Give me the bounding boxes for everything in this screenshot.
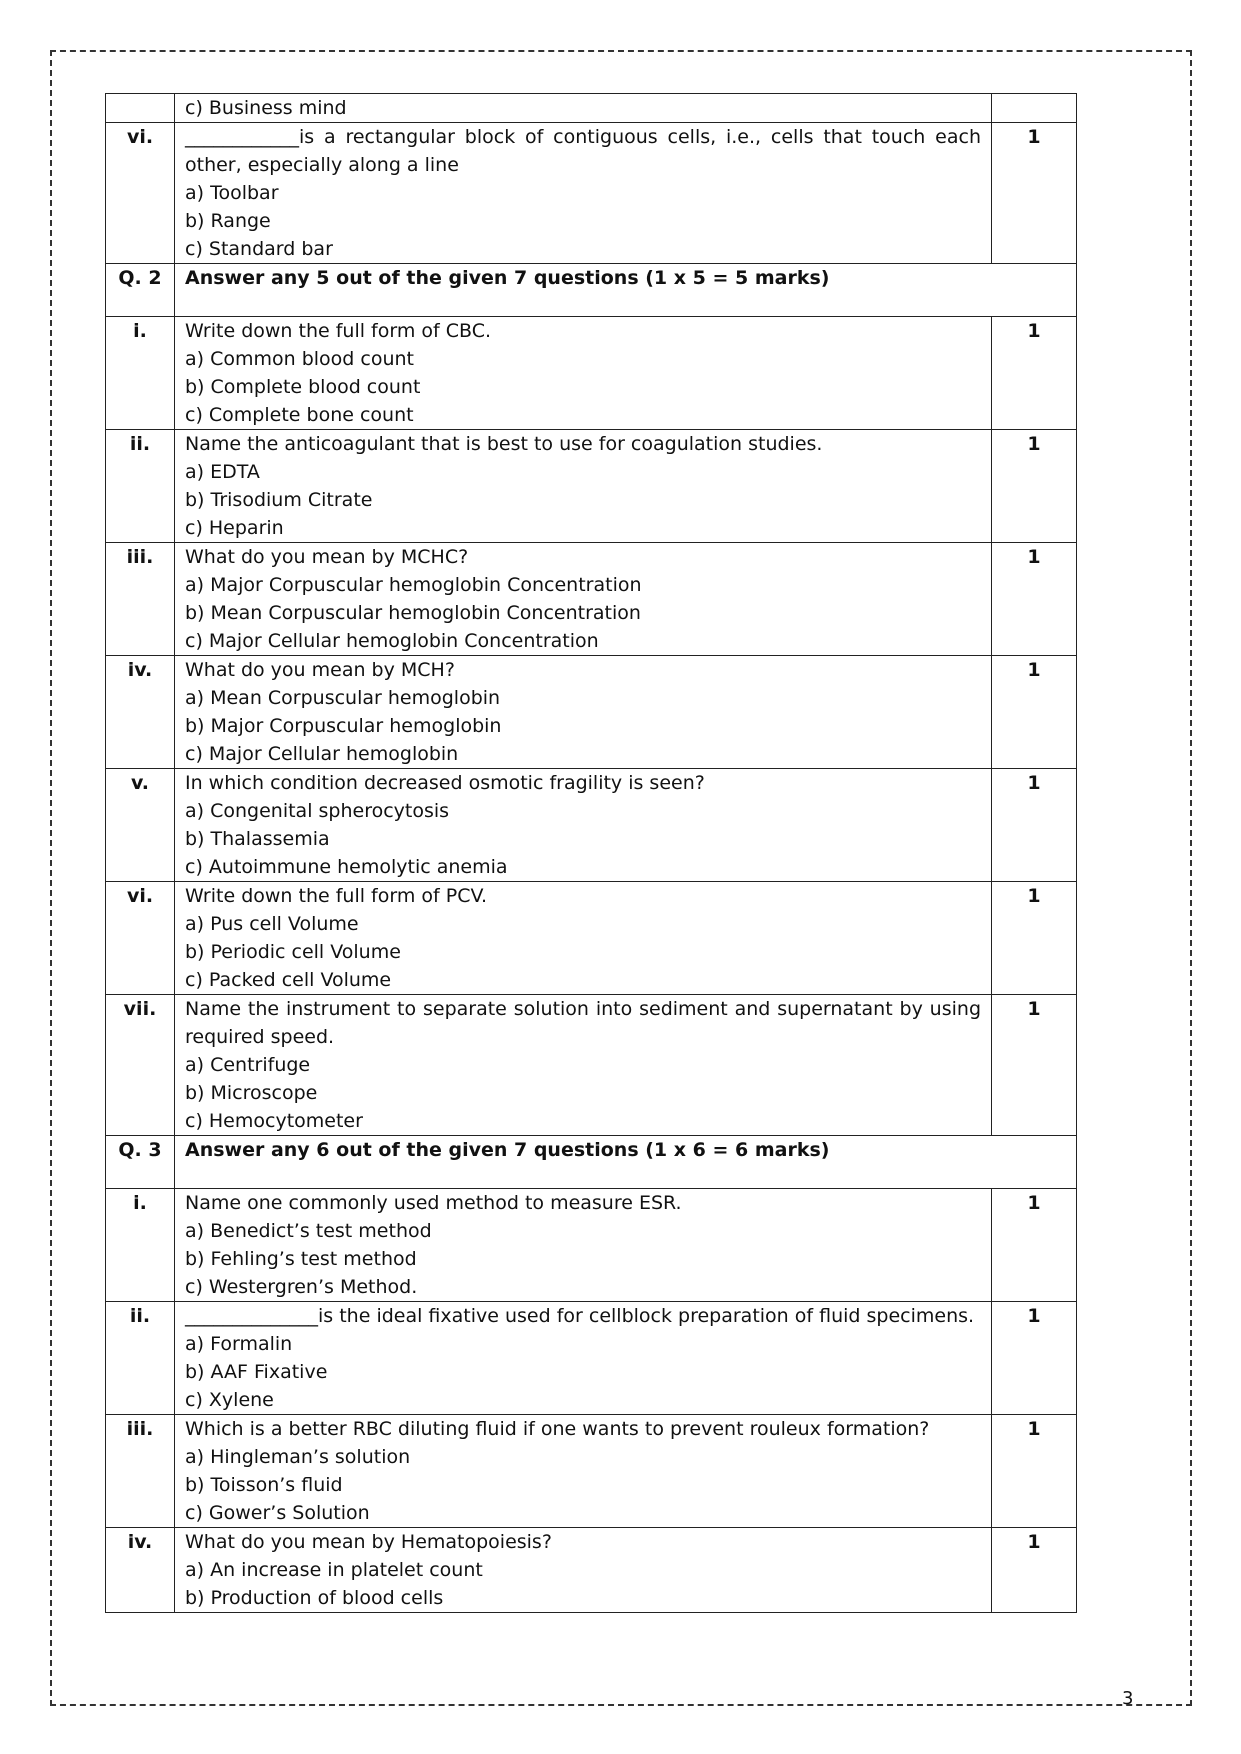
option: b) Fehling’s test method xyxy=(185,1248,417,1270)
option: b) Thalassemia xyxy=(185,828,330,850)
marks: 1 xyxy=(992,1528,1077,1613)
marks: 1 xyxy=(992,769,1077,882)
marks: 1 xyxy=(992,317,1077,430)
option: b) Periodic cell Volume xyxy=(185,941,401,963)
option: c) Xylene xyxy=(185,1389,274,1411)
question-number: ii. xyxy=(106,1302,175,1415)
section-label: Q. 3 xyxy=(106,1136,175,1189)
question-text: Name one commonly used method to measure ESR. xyxy=(185,1192,682,1214)
option: a) An increase in platelet count xyxy=(185,1559,483,1581)
option: a) Benedict’s test method xyxy=(185,1220,432,1242)
option: c) Packed cell Volume xyxy=(185,969,392,991)
question-text: What do you mean by MCHC? xyxy=(185,546,469,568)
option: a) Centrifuge xyxy=(185,1054,311,1076)
option: a) EDTA xyxy=(185,461,260,483)
question-number: iii. xyxy=(106,543,175,656)
marks: 1 xyxy=(992,656,1077,769)
option: c) Hemocytometer xyxy=(185,1110,363,1132)
option: a) Major Corpuscular hemoglobin Concentration xyxy=(185,574,642,596)
table-row xyxy=(106,1415,1077,1528)
option: b) Mean Corpuscular hemoglobin Concentration xyxy=(185,602,641,624)
option: a) Hingleman’s solution xyxy=(185,1446,411,1468)
question-number: iii. xyxy=(106,1415,175,1528)
option: a) Formalin xyxy=(185,1333,293,1355)
option: b) Production of blood cells xyxy=(185,1587,444,1609)
option: a) Congenital spherocytosis xyxy=(185,800,450,822)
table-row xyxy=(106,1528,1077,1613)
table-row xyxy=(106,656,1077,769)
table-row xyxy=(106,769,1077,882)
question-text: ____________is a rectangular block of contiguous cells, i.e., cells that touch each other, especially along a line xyxy=(185,126,981,176)
question-number: iv. xyxy=(106,656,175,769)
marks: 1 xyxy=(992,882,1077,995)
option: c) Heparin xyxy=(185,517,284,539)
option: c) Standard bar xyxy=(185,238,333,260)
option: b) Range xyxy=(185,210,271,232)
option: c) Gower’s Solution xyxy=(185,1502,370,1524)
marks: 1 xyxy=(992,123,1077,264)
question-text: What do you mean by MCH? xyxy=(185,659,455,681)
table-row xyxy=(106,123,1077,264)
question-text: Write down the full form of CBC. xyxy=(185,320,492,342)
table-row xyxy=(106,94,1077,123)
question-text: What do you mean by Hematopoiesis? xyxy=(185,1531,552,1553)
question-number: i. xyxy=(106,317,175,430)
section-header-q2 xyxy=(106,264,1077,317)
section-heading: Answer any 5 out of the given 7 questions (1 x 5 = 5 marks) xyxy=(175,264,1077,317)
page-number: 3 xyxy=(1122,1688,1134,1709)
marks: 1 xyxy=(992,430,1077,543)
question-text: In which condition decreased osmotic fragility is seen? xyxy=(185,772,705,794)
option: a) Pus cell Volume xyxy=(185,913,359,935)
option: c) Westergren’s Method. xyxy=(185,1276,418,1298)
section-heading: Answer any 6 out of the given 7 questions (1 x 6 = 6 marks) xyxy=(175,1136,1077,1189)
question-number: ii. xyxy=(106,430,175,543)
table-row xyxy=(106,430,1077,543)
option: a) Common blood count xyxy=(185,348,415,370)
question-number: vi. xyxy=(106,882,175,995)
section-label: Q. 2 xyxy=(106,264,175,317)
table-row xyxy=(106,1302,1077,1415)
option: b) Trisodium Citrate xyxy=(185,489,373,511)
option: c) Major Cellular hemoglobin Concentration xyxy=(185,630,599,652)
option: b) AAF Fixative xyxy=(185,1361,328,1383)
question-text: Name the instrument to separate solution into sediment and supernatant by using required speed. xyxy=(185,998,981,1048)
question-number: vi. xyxy=(106,123,175,264)
question-number: i. xyxy=(106,1189,175,1302)
section-header-q3 xyxy=(106,1136,1077,1189)
table-row xyxy=(106,317,1077,430)
option: c) Major Cellular hemoglobin xyxy=(185,743,459,765)
question-text: Name the anticoagulant that is best to use for coagulation studies. xyxy=(185,433,823,455)
option: b) Complete blood count xyxy=(185,376,421,398)
option: c) Complete bone count xyxy=(185,404,414,426)
table-row xyxy=(106,995,1077,1136)
question-number: iv. xyxy=(106,1528,175,1613)
table-row xyxy=(106,882,1077,995)
marks: 1 xyxy=(992,995,1077,1136)
option: b) Major Corpuscular hemoglobin xyxy=(185,715,502,737)
table-row xyxy=(106,543,1077,656)
question-table xyxy=(105,93,1077,1613)
question-text: ______________is the ideal fixative used for cellblock preparation of fluid specimens. xyxy=(185,1305,975,1327)
question-number: v. xyxy=(106,769,175,882)
option: c) Autoimmune hemolytic anemia xyxy=(185,856,508,878)
option: b) Toisson’s fluid xyxy=(185,1474,343,1496)
table-row xyxy=(106,1189,1077,1302)
marks: 1 xyxy=(992,1415,1077,1528)
option: a) Mean Corpuscular hemoglobin xyxy=(185,687,501,709)
option: c) Business mind xyxy=(185,97,347,119)
marks: 1 xyxy=(992,543,1077,656)
option: a) Toolbar xyxy=(185,182,279,204)
marks: 1 xyxy=(992,1189,1077,1302)
question-number: vii. xyxy=(106,995,175,1136)
marks: 1 xyxy=(992,1302,1077,1415)
question-text: Write down the full form of PCV. xyxy=(185,885,488,907)
question-text: Which is a better RBC diluting fluid if one wants to prevent rouleux formation? xyxy=(185,1418,930,1440)
option: b) Microscope xyxy=(185,1082,318,1104)
